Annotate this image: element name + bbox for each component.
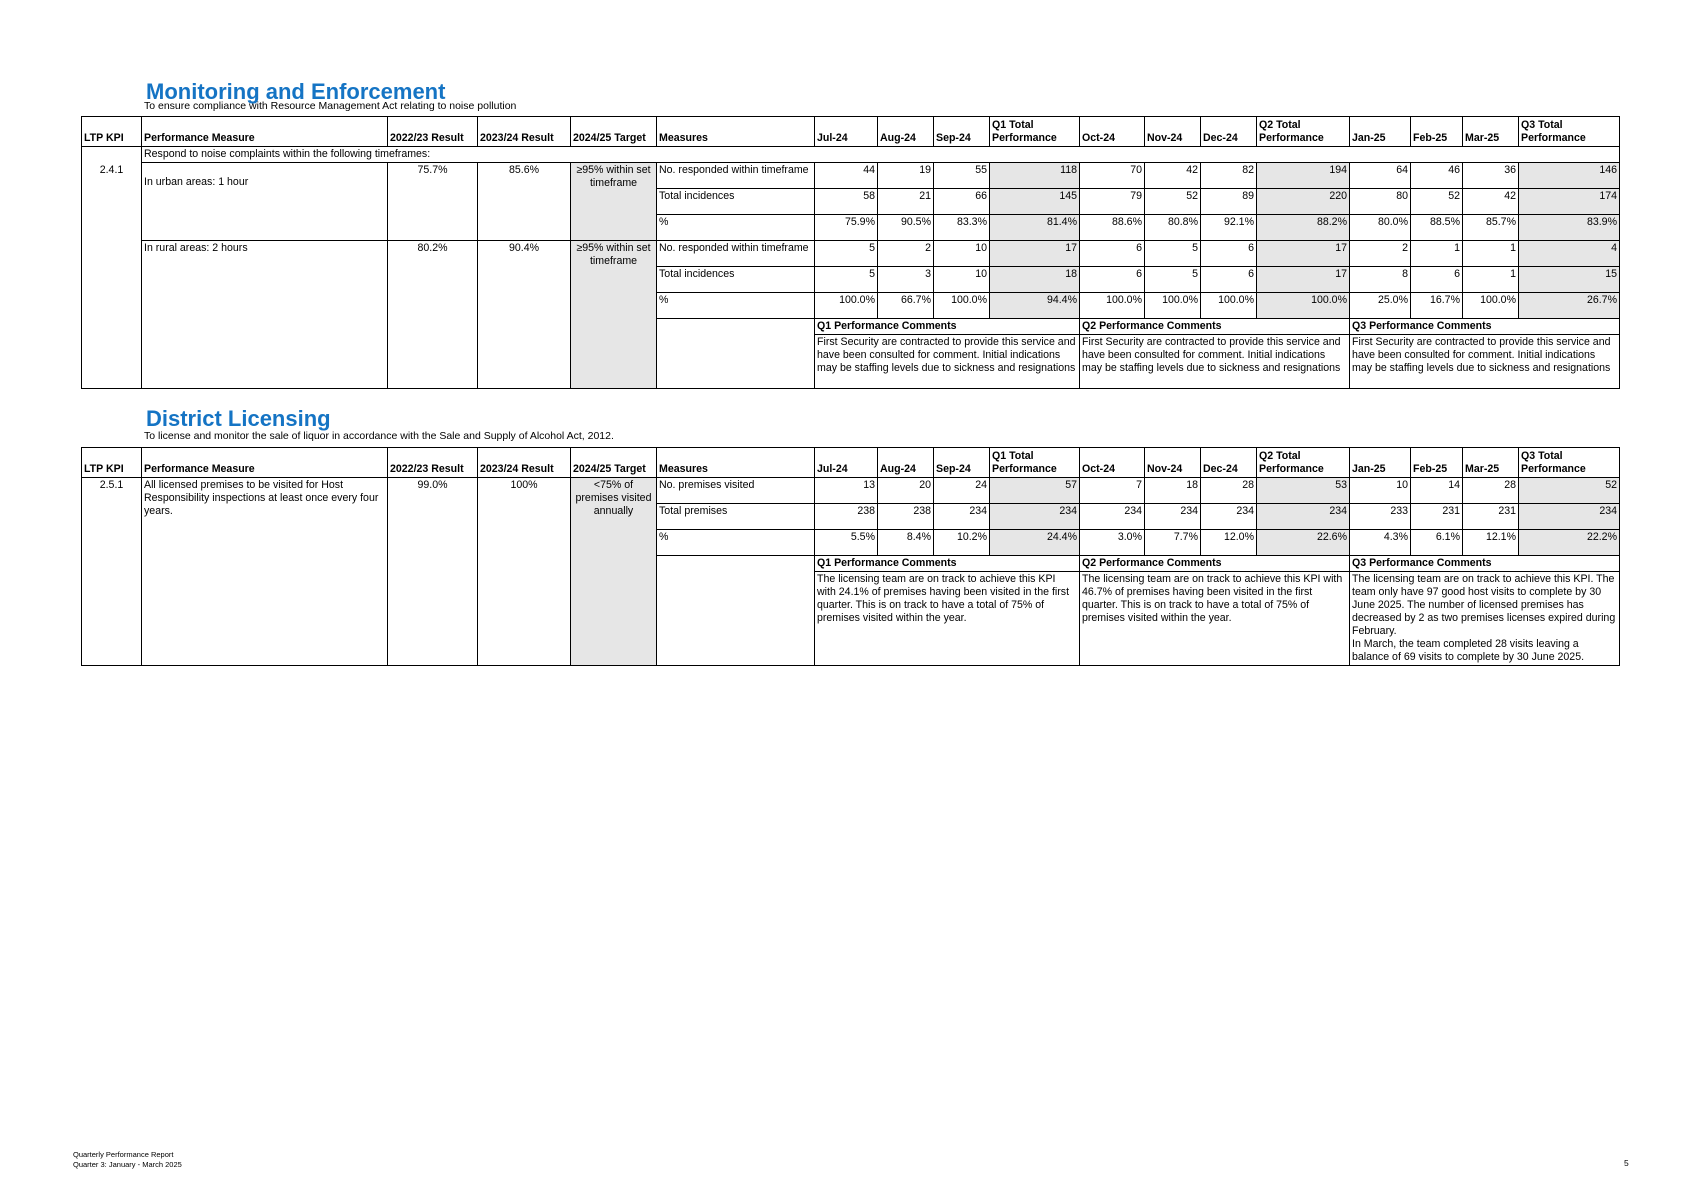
q2-comments-heading: Q2 Performance Comments bbox=[1080, 556, 1350, 572]
measure-label: No. responded within timeframe bbox=[657, 163, 815, 189]
result-2023-24: 85.6% bbox=[478, 163, 571, 241]
header-measures: Measures bbox=[657, 117, 815, 147]
value-cell: 14 bbox=[1411, 478, 1463, 504]
measure-label: Total incidences bbox=[657, 189, 815, 215]
value-cell: 25.0% bbox=[1350, 293, 1411, 319]
q1-total-cell: 17 bbox=[990, 241, 1080, 267]
value-cell: 36 bbox=[1463, 163, 1519, 189]
kpi-id: 2.5.1 bbox=[82, 478, 142, 666]
value-cell: 46 bbox=[1411, 163, 1463, 189]
value-cell: 16.7% bbox=[1411, 293, 1463, 319]
value-cell: 100.0% bbox=[1201, 293, 1257, 319]
header-2022-23-result: 2022/23 Result bbox=[388, 448, 478, 478]
value-cell: 2 bbox=[1350, 241, 1411, 267]
result-2023-24: 90.4% bbox=[478, 241, 571, 389]
q3-total-cell: 52 bbox=[1519, 478, 1620, 504]
value-cell: 92.1% bbox=[1201, 215, 1257, 241]
value-cell: 5 bbox=[815, 241, 878, 267]
value-cell: 234 bbox=[1145, 504, 1201, 530]
table-row bbox=[82, 147, 1620, 163]
header-performance-measure: Performance Measure bbox=[142, 117, 388, 147]
q1-comments-heading: Q1 Performance Comments bbox=[815, 556, 1080, 572]
result-2022-23: 99.0% bbox=[388, 478, 478, 666]
q3-total-cell: 83.9% bbox=[1519, 215, 1620, 241]
value-cell: 100.0% bbox=[815, 293, 878, 319]
value-cell: 6.1% bbox=[1411, 530, 1463, 556]
value-cell: 4.3% bbox=[1350, 530, 1411, 556]
q2-comments-heading: Q2 Performance Comments bbox=[1080, 319, 1350, 335]
q1-comments: First Security are contracted to provide this service and have been consulted for comment. Initial indications may be staffing levels due to sickness and resignations bbox=[815, 335, 1080, 389]
q3-total-cell: 4 bbox=[1519, 241, 1620, 267]
section-subtitle-licensing: To license and monitor the sale of liquor in accordance with the Sale and Supply of Alcohol Act, 2012. bbox=[144, 430, 614, 442]
kpi-id: 2.4.1 bbox=[82, 163, 142, 241]
value-cell: 231 bbox=[1463, 504, 1519, 530]
target-2024-25: <75% of premises visited annually bbox=[571, 478, 657, 666]
measure-label: Total premises bbox=[657, 504, 815, 530]
value-cell: 234 bbox=[1080, 504, 1145, 530]
section-title-licensing: District Licensing bbox=[146, 406, 331, 431]
q2-total-cell: 234 bbox=[1257, 504, 1350, 530]
value-cell: 231 bbox=[1411, 504, 1463, 530]
q3-total-cell: 174 bbox=[1519, 189, 1620, 215]
value-cell: 7.7% bbox=[1145, 530, 1201, 556]
value-cell: 42 bbox=[1463, 189, 1519, 215]
value-cell: 100.0% bbox=[1463, 293, 1519, 319]
value-cell: 80.0% bbox=[1350, 215, 1411, 241]
q2-total-cell: 194 bbox=[1257, 163, 1350, 189]
value-cell: 52 bbox=[1145, 189, 1201, 215]
value-cell: 85.7% bbox=[1463, 215, 1519, 241]
value-cell: 5 bbox=[1145, 267, 1201, 293]
intro-row-text: Respond to noise complaints within the following timeframes: bbox=[142, 147, 1620, 163]
q2-total-cell: 17 bbox=[1257, 267, 1350, 293]
header-2022-23-result: 2022/23 Result bbox=[388, 117, 478, 147]
header-month: Nov-24 bbox=[1145, 448, 1201, 478]
value-cell: 55 bbox=[934, 163, 990, 189]
measure-label: % bbox=[657, 215, 815, 241]
value-cell: 83.3% bbox=[934, 215, 990, 241]
q2-total-cell: 22.6% bbox=[1257, 530, 1350, 556]
value-cell: 88.5% bbox=[1411, 215, 1463, 241]
footer-quarter: Quarter 3: January - March 2025 bbox=[73, 1160, 182, 1169]
measure-label: % bbox=[657, 293, 815, 319]
value-cell: 233 bbox=[1350, 504, 1411, 530]
value-cell: 100.0% bbox=[1080, 293, 1145, 319]
q2-comments: First Security are contracted to provide this service and have been consulted for comment. Initial indications may be staffing levels due to sickness and resignations bbox=[1080, 335, 1350, 389]
header-2023-24-result: 2023/24 Result bbox=[478, 117, 571, 147]
section-title-monitoring: Monitoring and Enforcement bbox=[146, 79, 446, 104]
performance-measure-licensing: All licensed premises to be visited for Host Responsibility inspections at least once every four years. bbox=[142, 478, 388, 666]
value-cell: 90.5% bbox=[878, 215, 934, 241]
header-q2-total: Q2 Total Performance bbox=[1257, 117, 1350, 147]
value-cell: 3 bbox=[878, 267, 934, 293]
value-cell: 100.0% bbox=[1145, 293, 1201, 319]
value-cell: 42 bbox=[1145, 163, 1201, 189]
header-month: Feb-25 bbox=[1411, 117, 1463, 147]
value-cell: 100.0% bbox=[934, 293, 990, 319]
q1-total-cell: 94.4% bbox=[990, 293, 1080, 319]
value-cell: 66 bbox=[934, 189, 990, 215]
q3-total-cell: 26.7% bbox=[1519, 293, 1620, 319]
value-cell: 238 bbox=[878, 504, 934, 530]
value-cell: 5.5% bbox=[815, 530, 878, 556]
value-cell: 66.7% bbox=[878, 293, 934, 319]
value-cell: 10 bbox=[1350, 478, 1411, 504]
header-month: Sep-24 bbox=[934, 117, 990, 147]
value-cell: 7 bbox=[1080, 478, 1145, 504]
value-cell: 10 bbox=[934, 267, 990, 293]
q1-comments-heading: Q1 Performance Comments bbox=[815, 319, 1080, 335]
footer-report-title: Quarterly Performance Report bbox=[73, 1150, 174, 1159]
header-month: Aug-24 bbox=[878, 448, 934, 478]
header-month: Oct-24 bbox=[1080, 117, 1145, 147]
measure-label: % bbox=[657, 530, 815, 556]
value-cell: 18 bbox=[1145, 478, 1201, 504]
value-cell: 5 bbox=[815, 267, 878, 293]
value-cell: 28 bbox=[1463, 478, 1519, 504]
header-2024-25-target: 2024/25 Target bbox=[571, 448, 657, 478]
header-ltp-kpi: LTP KPI bbox=[82, 117, 142, 147]
value-cell: 19 bbox=[878, 163, 934, 189]
footer bbox=[73, 1150, 182, 1170]
value-cell: 234 bbox=[1201, 504, 1257, 530]
value-cell: 28 bbox=[1201, 478, 1257, 504]
value-cell: 58 bbox=[815, 189, 878, 215]
value-cell: 82 bbox=[1201, 163, 1257, 189]
section-subtitle-monitoring: To ensure compliance with Resource Management Act relating to noise pollution bbox=[144, 100, 517, 112]
q2-total-cell: 17 bbox=[1257, 241, 1350, 267]
q1-total-cell: 24.4% bbox=[990, 530, 1080, 556]
header-q2-total: Q2 Total Performance bbox=[1257, 448, 1350, 478]
header-month: Dec-24 bbox=[1201, 117, 1257, 147]
q1-total-cell: 57 bbox=[990, 478, 1080, 504]
header-performance-measure: Performance Measure bbox=[142, 448, 388, 478]
value-cell: 80.8% bbox=[1145, 215, 1201, 241]
header-month: Aug-24 bbox=[878, 117, 934, 147]
q2-total-cell: 53 bbox=[1257, 478, 1350, 504]
value-cell: 13 bbox=[815, 478, 878, 504]
target-2024-25: ≥95% within set timeframe bbox=[571, 241, 657, 389]
value-cell: 6 bbox=[1201, 241, 1257, 267]
q2-comments: The licensing team are on track to achieve this KPI with 46.7% of premises having been visited in the first quarter. This is on track to have a total of 75% of premises visited within the year. bbox=[1080, 572, 1350, 666]
result-2022-23: 80.2% bbox=[388, 241, 478, 389]
header-month: Mar-25 bbox=[1463, 117, 1519, 147]
value-cell: 20 bbox=[878, 478, 934, 504]
table-row bbox=[82, 163, 1620, 189]
page-number: 5 bbox=[1624, 1158, 1629, 1168]
measure-label: Total incidences bbox=[657, 267, 815, 293]
value-cell: 75.9% bbox=[815, 215, 878, 241]
header-ltp-kpi: LTP KPI bbox=[82, 448, 142, 478]
header-q3-total: Q3 Total Performance bbox=[1519, 448, 1620, 478]
table-row bbox=[82, 478, 1620, 504]
value-cell: 6 bbox=[1080, 267, 1145, 293]
value-cell: 8.4% bbox=[878, 530, 934, 556]
q1-total-cell: 118 bbox=[990, 163, 1080, 189]
value-cell: 52 bbox=[1411, 189, 1463, 215]
header-month: Jan-25 bbox=[1350, 117, 1411, 147]
q2-total-cell: 100.0% bbox=[1257, 293, 1350, 319]
q3-comments-heading: Q3 Performance Comments bbox=[1350, 556, 1620, 572]
value-cell: 88.6% bbox=[1080, 215, 1145, 241]
value-cell: 1 bbox=[1463, 241, 1519, 267]
licensing-kpi-table bbox=[81, 447, 1620, 666]
header-month: Jan-25 bbox=[1350, 448, 1411, 478]
measure-label: No. responded within timeframe bbox=[657, 241, 815, 267]
value-cell: 12.0% bbox=[1201, 530, 1257, 556]
value-cell: 8 bbox=[1350, 267, 1411, 293]
value-cell: 70 bbox=[1080, 163, 1145, 189]
q2-total-cell: 88.2% bbox=[1257, 215, 1350, 241]
q3-total-cell: 146 bbox=[1519, 163, 1620, 189]
value-cell: 44 bbox=[815, 163, 878, 189]
result-2022-23: 75.7% bbox=[388, 163, 478, 241]
target-2024-25: ≥95% within set timeframe bbox=[571, 163, 657, 241]
q2-total-cell: 220 bbox=[1257, 189, 1350, 215]
header-measures: Measures bbox=[657, 448, 815, 478]
q3-total-cell: 234 bbox=[1519, 504, 1620, 530]
value-cell: 12.1% bbox=[1463, 530, 1519, 556]
header-month: Mar-25 bbox=[1463, 448, 1519, 478]
q1-comments: The licensing team are on track to achieve this KPI with 24.1% of premises having been visited in the first quarter. This is on track to have a total of 75% of premises visited within the year. bbox=[815, 572, 1080, 666]
table-header-row bbox=[82, 448, 1620, 478]
header-month: Feb-25 bbox=[1411, 448, 1463, 478]
q1-total-cell: 81.4% bbox=[990, 215, 1080, 241]
q3-comments-heading: Q3 Performance Comments bbox=[1350, 319, 1620, 335]
q1-total-cell: 234 bbox=[990, 504, 1080, 530]
header-q1-total: Q1 Total Performance bbox=[990, 448, 1080, 478]
header-month: Jul-24 bbox=[815, 448, 878, 478]
table-row bbox=[82, 241, 1620, 267]
value-cell: 3.0% bbox=[1080, 530, 1145, 556]
header-q1-total: Q1 Total Performance bbox=[990, 117, 1080, 147]
value-cell: 234 bbox=[934, 504, 990, 530]
q3-comments-line-2: In March, the team completed 28 visits leaving a balance of 69 visits to complete by 30 June 2025. bbox=[1352, 638, 1585, 663]
header-month: Oct-24 bbox=[1080, 448, 1145, 478]
measure-label: No. premises visited bbox=[657, 478, 815, 504]
value-cell: 238 bbox=[815, 504, 878, 530]
performance-measure-urban: In urban areas: 1 hour bbox=[142, 163, 388, 241]
value-cell: 80 bbox=[1350, 189, 1411, 215]
performance-measure-rural: In rural areas: 2 hours bbox=[142, 241, 388, 389]
header-month: Nov-24 bbox=[1145, 117, 1201, 147]
q3-comments: First Security are contracted to provide this service and have been consulted for comment. Initial indications may be staffing levels due to sickness and resignations bbox=[1350, 335, 1620, 389]
value-cell: 6 bbox=[1411, 267, 1463, 293]
header-month: Jul-24 bbox=[815, 117, 878, 147]
q1-total-cell: 145 bbox=[990, 189, 1080, 215]
value-cell: 1 bbox=[1463, 267, 1519, 293]
header-month: Sep-24 bbox=[934, 448, 990, 478]
header-q3-total: Q3 Total Performance bbox=[1519, 117, 1620, 147]
value-cell: 2 bbox=[878, 241, 934, 267]
value-cell: 6 bbox=[1080, 241, 1145, 267]
header-2024-25-target: 2024/25 Target bbox=[571, 117, 657, 147]
value-cell: 1 bbox=[1411, 241, 1463, 267]
value-cell: 79 bbox=[1080, 189, 1145, 215]
q3-comments bbox=[1350, 572, 1620, 666]
table-header-row bbox=[82, 117, 1620, 147]
value-cell: 89 bbox=[1201, 189, 1257, 215]
value-cell: 6 bbox=[1201, 267, 1257, 293]
monitoring-kpi-table bbox=[81, 116, 1620, 389]
q1-total-cell: 18 bbox=[990, 267, 1080, 293]
value-cell: 10.2% bbox=[934, 530, 990, 556]
value-cell: 5 bbox=[1145, 241, 1201, 267]
value-cell: 24 bbox=[934, 478, 990, 504]
q3-total-cell: 22.2% bbox=[1519, 530, 1620, 556]
value-cell: 21 bbox=[878, 189, 934, 215]
header-month: Dec-24 bbox=[1201, 448, 1257, 478]
result-2023-24: 100% bbox=[478, 478, 571, 666]
header-2023-24-result: 2023/24 Result bbox=[478, 448, 571, 478]
value-cell: 10 bbox=[934, 241, 990, 267]
value-cell: 64 bbox=[1350, 163, 1411, 189]
q3-total-cell: 15 bbox=[1519, 267, 1620, 293]
q3-comments-line-1: The licensing team are on track to achieve this KPI. The team only have 97 good host visits to complete by 30 June 2025. The number of licensed premises has decreased by 2 as two premises licenses expired during February. bbox=[1352, 573, 1616, 637]
